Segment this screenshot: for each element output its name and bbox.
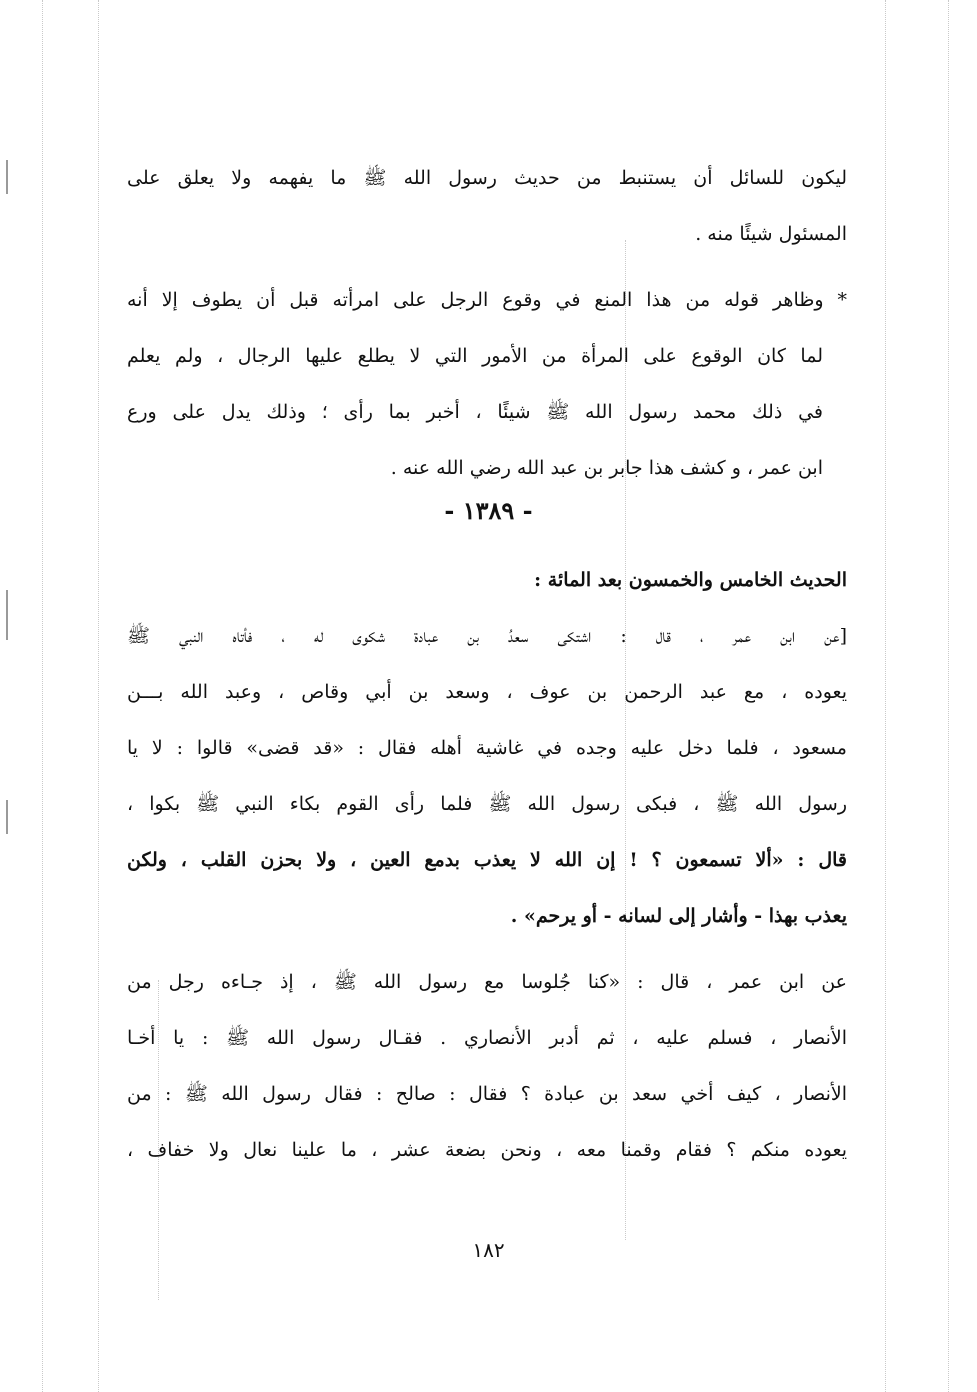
text-line: قال : «ألا تسمعون ؟ ! إن الله لا يعذب بدمع العين ، ولا بحزن القلب ، ولكن [127,849,847,871]
text-line: رسول الله ﷺ ، فبكى رسول الله ﷺ فلما رأى القوم بكاء النبي ﷺ بكوا ، [127,793,847,815]
paragraph-hadith [127,608,847,944]
text-line: يعذب بهذا - وأشار إلى لسانه - أو يرحم» . [510,905,847,927]
scan-artifact-line [42,0,43,1392]
scan-artifact-line [885,0,886,1392]
paragraph-note [127,272,847,496]
scan-artifact-line [948,0,949,1392]
scan-artifact-line [98,0,99,1392]
text-line: المسئول شيئًا منه . [695,223,847,245]
body-text-bottom [127,552,847,1188]
text-line: في ذلك محمد رسول الله ﷺ شيئًا ، أخبر بما رأى ؛ وذلك يدل على ورع [127,401,823,423]
scan-artifact-mark [6,800,8,834]
text-line: الأنصار ، فسلم عليه ، ثم أدبر الأنصاري . فقـال رسول الله ﷺ : يا أخـا [127,1027,847,1049]
text-line: * وظاهر قوله من هذا المنع في وقوع الرجل على امرأته قبل أن يطوف إلا أنه [127,289,847,311]
scan-artifact-mark [6,590,8,640]
page-number: ١٨٢ [472,1238,505,1262]
text-line: [عن ابن عمر ، قال : اشتكى سعدُ بن عبادة شكوى له ، فأتاه النبي ﷺ [127,625,847,647]
paragraph-narration [127,954,847,1178]
scan-artifact-mark [6,160,8,194]
section-heading: الحديث الخامس والخمسون بعد المائة : [534,569,847,591]
text-line: الأنصار ، كيف أخي سعد بن عبادة ؟ فقال : صالح : فقال رسول الله ﷺ : من [127,1083,847,1105]
body-text-top [127,150,847,506]
text-line: يعوده ، مع عبد الرحمن بن عوف ، وسعد بن أبي وقاص ، وعبد الله بـــن [127,681,847,703]
text-line: لما كان الوقوع على المرأة من الأمور التي لا يطلع عليها الرجال ، ولم يعلم [127,345,823,367]
text-line: ابن عمر ، و كشف هذا جابر بن عبد الله رضي الله عنه . [390,457,823,479]
text-line: يعوده منكم ؟ فقام وقمنا معه ، ونحن بضعة عشر ، ما علينا نعال ولا خفاف ، [127,1139,847,1161]
text-line: ليكون للسائل أن يستنبط من حديث رسول الله ﷺ ما يفهمه ولا يعلق على [127,167,847,189]
paragraph [127,150,847,262]
text-line: عن ابن عمر ، قال : «كنا جُلوسا مع رسول الله ﷺ ، إذ جـاءه رجل من [127,971,847,993]
text-line: مسعود ، فلما دخل عليه وجده في غاشية أهله فقال : «قد قضى» قالوا : لا يا [127,737,847,759]
hadith-number: - ١٣٨٩ - [444,496,533,525]
